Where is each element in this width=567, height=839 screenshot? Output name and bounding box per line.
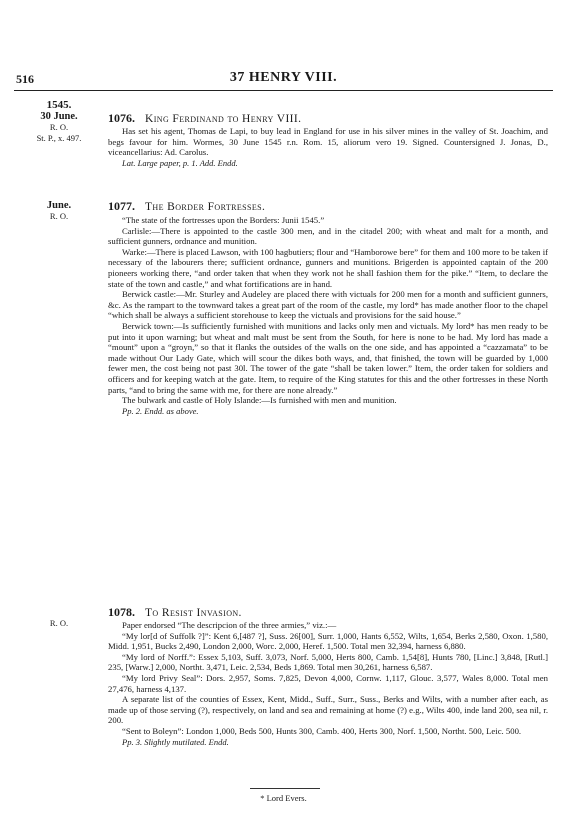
entry-title: King Ferdinand to Henry VIII. <box>145 113 302 125</box>
paragraph: Carlisle:—There is appointed to the castle 300 men, and in the citadel 200; with wheat and malt for a month, and sufficient gunners, ordnance and munition. <box>108 225 548 247</box>
entry-body <box>108 620 548 747</box>
entry-heading <box>108 605 242 620</box>
entry-meta: Pp. 2. Endd. as above. <box>122 405 199 416</box>
margin-1076 <box>18 100 100 144</box>
footnote-rule <box>250 788 320 789</box>
margin-source: R. O. <box>49 211 69 221</box>
paragraph: Berwick castle:—Mr. Sturley and Audeley are placed there with victuals for 200 men for a month and sufficient gunners, &c. As the rampart to the townward takes a great part of the room of the castle, my lord* has made another floor to the chapel “which shall be always a sufficient storehouse to keep the victuals and provisions for the said house.” <box>108 289 548 321</box>
margin-source: St. P., x. 497. <box>36 133 82 143</box>
header-rule <box>14 90 553 91</box>
margin-date: June. <box>46 200 72 211</box>
entry-body <box>108 126 548 168</box>
paragraph: Warke:—There is placed Lawson, with 100 hagbutiers; flour and “Hamborowe bere” for them and 100 more to be taken if necessary of the labourers there; sufficient ordnance, gunners and munitions. Brigerden is appointed captain of the 200 pioneers working there, “and order taken that when they work not he shall fashion them for the pike.” “Item, to declare the state of the town and castle,” and what fortifications are in hand. <box>108 246 548 289</box>
paragraph: Paper endorsed “The descripcion of the three armies,” viz.:— <box>122 620 337 630</box>
entry-body <box>108 215 548 416</box>
entry-heading <box>108 199 265 214</box>
paragraph: “Sent to Boleyn”: London 1,000, Beds 500, Hunts 300, Camb. 400, Herts 300, Norf. 1,500, Northt. 500, Leic. 500. <box>122 725 522 736</box>
paragraph: A separate list of the counties of Essex, Kent, Midd., Suff., Surr., Suss., Berks and Wilts, with a number after each, as made up of those serving (?), respectively, on land and sea and remaining at home (?) e.g., Wilts 400, inde land 200, sea nil, r. 200. <box>108 694 548 726</box>
paragraph: The bulwark and castle of Holy Islande:—Is furnished with men and munition. <box>122 395 397 406</box>
running-title: 37 HENRY VIII. <box>229 70 338 85</box>
entry-number: 1077. <box>108 199 135 213</box>
paragraph: Berwick town:—Is sufficiently furnished with munitions and lacks only men and victuals. My lord* has men ready to be put into it upon warning; but wheat and malt must be sent from the South, for here is none to be had. My lord has made a “mount” upon a “groyn,” so that it flanks the outsides of the walls on the one side, and has appointed a “cazzamata” to be made without Our Lady Gate, which will scour the dikes both ways, and, that finished, the town will be guarded by 1,000 fewer men, the cost being not past 30l. The tower of the gate “shall be taken lower.” Item, the order taken for soldiers and officers and for keeping watch at the gate. Item, to require of the King statutes for this and the other fortresses in these North parts, “and to bring the same with me, for there are none already.” <box>108 320 548 395</box>
margin-1078 <box>18 618 100 629</box>
paragraph: “My lord of Norff.”: Essex 5,103, Suff. 3,073, Norf. 5,000, Herts 800, Camb. 1,54[8], Hunts 780, [Linc.] 3,848, [Rutl.] 235, [Warw.] 2,000, Northt. 3,471, Leic. 2,534, Beds 1,869. Total men 30,261, harness 6,587. <box>108 651 548 673</box>
entry-number: 1078. <box>108 605 135 619</box>
entry-meta: Pp. 3. Slightly mutilated. Endd. <box>122 736 229 747</box>
paragraph: “My lord Privy Seal”: Dors. 2,957, Soms. 7,825, Devon 4,000, Cornw. 1,117, Glouc. 3,577, Wales 8,000. Total men 27,476, harness 4,137. <box>108 672 548 694</box>
paragraph: Has set his agent, Thomas de Lapi, to buy lead in England for use in his silver mines in the valley of St. Joachim, and begs favour for him. Wormes, 30 June 1545 r.n. Rom. 15, aliorum vero 19. Signed. Countersigned J. Jonas, D., viceancellarius: Ad. Carolus. <box>108 126 548 158</box>
paragraph: “The state of the fortresses upon the Borders: Junii 1545.” <box>122 215 325 225</box>
margin-source: R. O. <box>49 618 69 628</box>
entry-title: The Border Fortresses. <box>145 201 266 213</box>
entry-heading <box>108 111 301 126</box>
margin-1077 <box>18 200 100 222</box>
entry-number: 1076. <box>108 111 135 125</box>
footnote: * Lord Evers. <box>260 793 307 803</box>
page-number: 516 <box>16 72 34 86</box>
margin-source: R. O. <box>49 122 69 132</box>
entry-title: To Resist Invasion. <box>145 607 242 619</box>
entry-meta: Lat. Large paper, p. 1. Add. Endd. <box>122 157 238 168</box>
margin-date: 30 June. <box>40 111 78 122</box>
paragraph: “My lor[d of Suffolk ?]”: Kent 6,[487 ?], Suss. 26[00], Surr. 1,000, Hants 6,552, Wilts, 1,654, Berks 2,580, Oxon. 1,580, Midd. 1,951, Bucks 2,490, London 2,000, Worc. 2,000, Heref. 1,500. Total men 32,394, harness 6,880. <box>108 630 548 652</box>
margin-year: 1545. <box>46 99 72 111</box>
